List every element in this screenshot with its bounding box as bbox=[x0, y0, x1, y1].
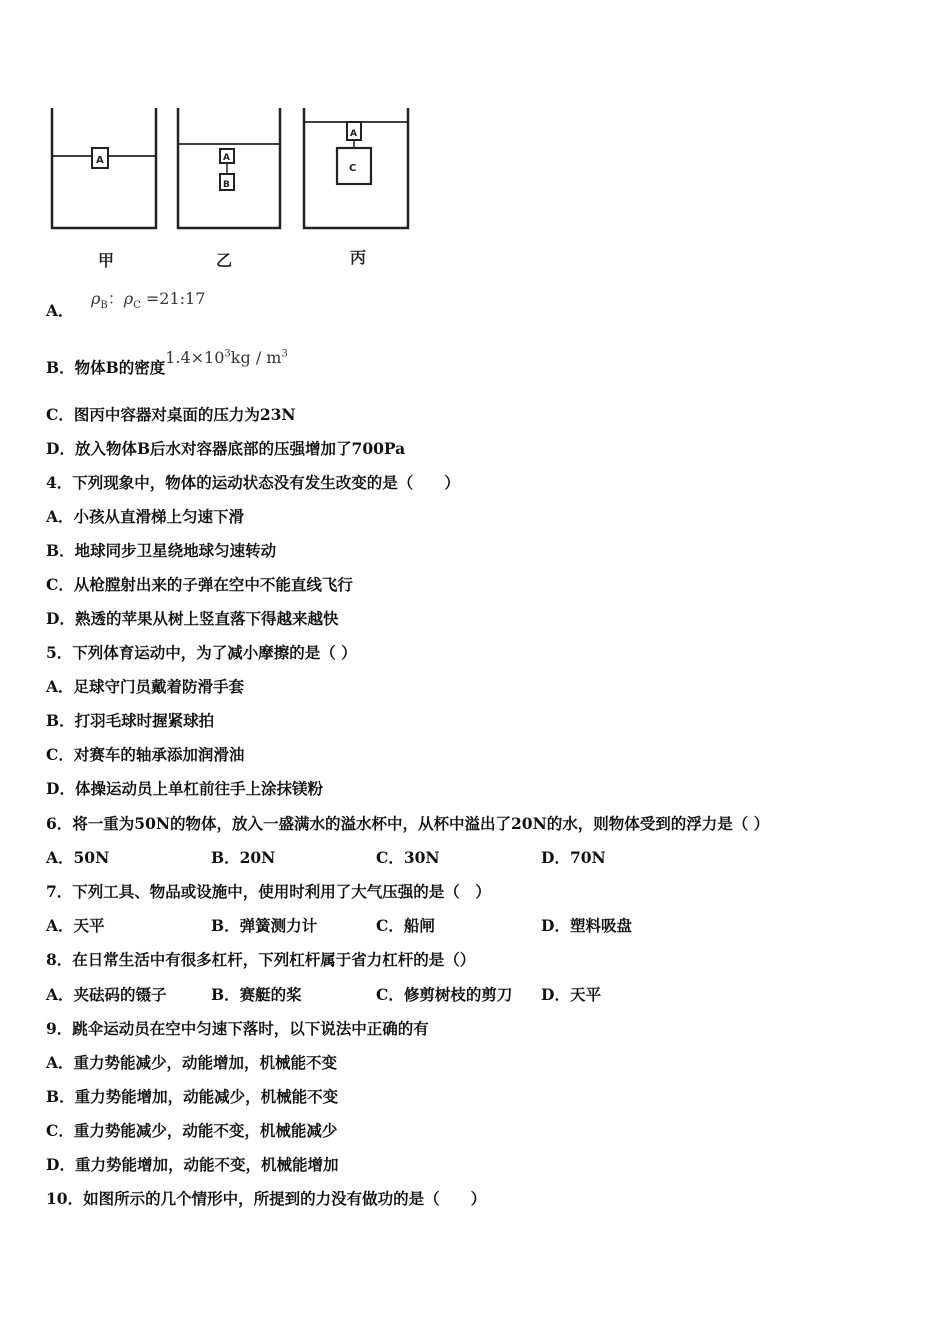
q7-option-c: C．船闸 bbox=[376, 916, 435, 935]
q6-option-c: C．30N bbox=[376, 848, 440, 867]
q5-option-b: B．打羽毛球时握紧球拍 bbox=[46, 711, 215, 730]
q8-option-a: A．夹砝码的镊子 bbox=[46, 985, 167, 1004]
q9-option-d: D．重力势能增加，动能不变，机械能增加 bbox=[46, 1155, 339, 1174]
label-jia: 甲 bbox=[98, 251, 115, 270]
label-a-yi: A bbox=[223, 153, 230, 163]
label-b-yi: B bbox=[223, 180, 230, 190]
q7-option-b: B．弹簧测力计 bbox=[211, 916, 318, 935]
q8-option-c: C．修剪树枝的剪刀 bbox=[376, 985, 513, 1004]
containers-diagram bbox=[40, 100, 430, 275]
q9-option-b: B．重力势能增加，动能减少，机械能不变 bbox=[46, 1087, 339, 1106]
q8-stem: 8．在日常生活中有很多杠杆，下列杠杆属于省力杠杆的是（） bbox=[46, 950, 476, 969]
q10-stem: 10．如图所示的几个情形中，所提到的力没有做功的是（ ） bbox=[46, 1189, 487, 1208]
q6-option-d: D．70N bbox=[541, 848, 606, 867]
q9-option-c: C．重力势能减少，动能不变，机械能减少 bbox=[46, 1121, 338, 1140]
label-a-bing: A bbox=[350, 129, 357, 139]
q7-option-a: A．天平 bbox=[46, 916, 105, 935]
q3-option-a: A． $\rho_B$：$\rho_C$ =21:17 bbox=[46, 289, 206, 320]
q6-option-a: A．50N bbox=[46, 848, 110, 867]
q3-option-c: C．图丙中容器对桌面的压力为23N bbox=[46, 405, 296, 424]
q8-option-b: B．赛艇的桨 bbox=[211, 985, 302, 1004]
q8-option-d: D．天平 bbox=[541, 985, 601, 1004]
q6-stem: 6．将一重为50N的物体，放入一盛满水的溢水杯中，从杯中溢出了20N的水，则物体受到的浮力是（ ） bbox=[46, 814, 770, 833]
q5-option-a: A．足球守门员戴着防滑手套 bbox=[46, 677, 245, 696]
q9-option-a: A．重力势能减少，动能增加，机械能不变 bbox=[46, 1053, 338, 1072]
q7-option-d: D．塑料吸盘 bbox=[541, 916, 632, 935]
q7-stem: 7．下列工具、物品或设施中，使用时利用了大气压强的是（ ） bbox=[46, 882, 491, 901]
q4-option-d: D．熟透的苹果从树上竖直落下得越来越快 bbox=[46, 609, 339, 628]
label-yi: 乙 bbox=[216, 251, 233, 270]
q6-option-b: B．20N bbox=[211, 848, 276, 867]
q5-option-c: C．对赛车的轴承添加润滑油 bbox=[46, 745, 245, 764]
q4-option-a: A．小孩从直滑梯上匀速下滑 bbox=[46, 507, 245, 526]
q5-option-d: D．体操运动员上单杠前往手上涂抹镁粉 bbox=[46, 779, 323, 798]
q4-option-b: B．地球同步卫星绕地球匀速转动 bbox=[46, 541, 277, 560]
label-c-bing: C bbox=[349, 163, 357, 174]
q4-option-c: C．从枪膛射出来的子弹在空中不能直线飞行 bbox=[46, 575, 353, 594]
q4-stem: 4．下列现象中，物体的运动状态没有发生改变的是（ ） bbox=[46, 473, 460, 492]
container-yi bbox=[178, 108, 280, 228]
buoyancy-figure bbox=[40, 100, 430, 275]
q9-stem: 9．跳伞运动员在空中匀速下落时，以下说法中正确的有 bbox=[46, 1019, 429, 1038]
label-a-jia: A bbox=[96, 155, 104, 166]
q5-stem: 5．下列体育运动中，为了减小摩擦的是（ ） bbox=[46, 643, 357, 662]
q3-option-b: B．物体B的密度$1.4\times 10^3kg / m^3$ bbox=[46, 348, 288, 377]
label-bing: 丙 bbox=[350, 248, 367, 267]
q3-option-d: D．放入物体B后水对容器底部的压强增加了700Pa bbox=[46, 439, 406, 458]
